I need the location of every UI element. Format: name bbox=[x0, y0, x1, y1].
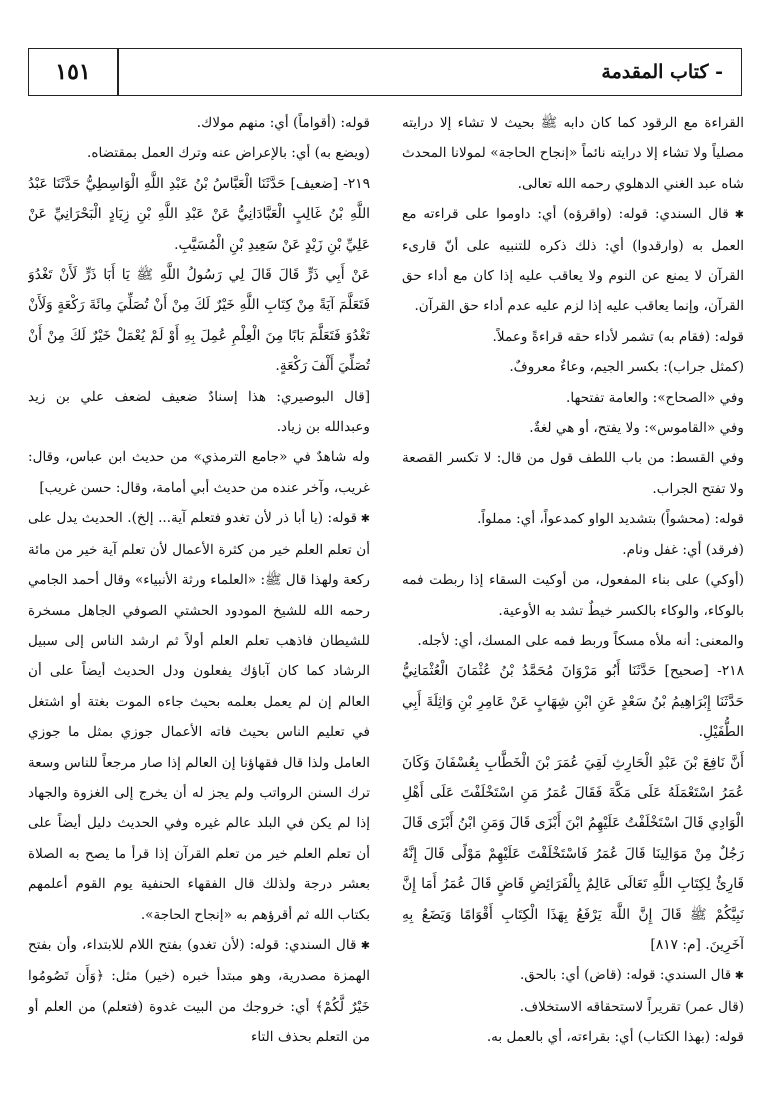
commentary-paragraph bbox=[402, 960, 744, 991]
paragraph: قوله: (أقواماً) أي: منهم مولاك. bbox=[196, 115, 370, 131]
hadith-text: عَنْ أَبِي ذَرٍّ قَالَ قَالَ لِي رَسُولُ اللَّهِ ﷺ يَا أَبَا ذَرٍّ لَأَنْ تَغْدُوَ فَتَعَلَّمَ آيَةً مِنْ كِتَابِ اللَّهِ خَيْرٌ لَكَ مِنْ أَنْ تُصَلِّيَ مِائَةَ رَكْعَةٍ وَلَأَنْ تَغْدُوَ فَتَعَلَّمَ بَابًا مِنَ الْعِلْمِ عُمِلَ بِهِ أَوْ لَمْ يُعْمَلْ خَيْرٌ لَكَ مِنْ أَنْ تُصَلِّيَ أَلْفَ رَكْعَةٍ. bbox=[28, 267, 370, 375]
paragraph: وفي «الصحاح»: والعامة تفتحها. bbox=[566, 389, 744, 406]
paragraph: وله شاهدٌ في «جامع الترمذي» من حديث ابن عباس، وقال: غريب، وآخر عنده من حديث أبي أمامة، وقال: حسن غريب] bbox=[28, 449, 370, 496]
bullet-marker: ✱ bbox=[731, 969, 744, 983]
header-divider bbox=[117, 49, 119, 95]
page-header bbox=[28, 48, 742, 96]
commentary-paragraph bbox=[28, 930, 370, 1053]
paragraph-text: قال السندي: قوله: (لأن تغدو) بفتح اللام للابتداء، وأن بفتح الهمزة مصدرية، وهو مبتدأ خبره (خير) مثل: ﴿وَأَن تَصُومُوا خَيْرٌ لَّكُمْ﴾ أي: خروجك من البيت غدوة (فتعلم) من العلم أو من التعلم بحذف التاء bbox=[28, 936, 370, 1046]
paragraph: (فرقد) أي: غفل ونام. bbox=[622, 541, 744, 558]
bullet-marker: ✱ bbox=[356, 938, 370, 952]
right-column bbox=[402, 108, 744, 1098]
bullet-marker: ✱ bbox=[728, 208, 744, 222]
hadith-chain: ٢١٩- [ضعيف] حَدَّثَنَا الْعَبَّاسُ بْنُ عَبْدِ اللَّهِ الْوَاسِطِيُّ حَدَّثَنَا عَبْدُ اللَّهِ بْنُ غَالِبٍ الْعَبَّادَانِيُّ عَنْ عَبْدِ اللَّهِ بْنِ زِيَادٍ الْبَحْرَانِيِّ عَنْ عَلِيِّ بْنِ زَيْدٍ عَنْ سَعِيدِ بْنِ الْمُسَيَّبِ. bbox=[28, 175, 370, 253]
book-title: - كتاب المقدمة bbox=[601, 61, 723, 83]
paragraph: القراءة مع الرقود كما كان دابه ﷺ بحيث لا تشاء إلا درايته مصلياً ولا تشاء إلا درايته نائماً «إنجاح الحاجة» لمولانا المحدث شاه عبد الغني الدهلوي رحمه الله تعالى. bbox=[402, 115, 744, 192]
paragraph: (كمثل جراب): بكسر الجيم، وعاءٌ معروفٌ. bbox=[509, 359, 744, 376]
hadith-text: أَنَّ نَافِعَ بْنَ عَبْدِ الْحَارِثِ لَقِيَ عُمَرَ بْنَ الْخَطَّابِ بِعُسْفَانَ وَكَانَ عُمَرُ اسْتَعْمَلَهُ عَلَى مَكَّةَ فَقَالَ عُمَرُ مَنِ اسْتَخْلَفْتَ عَلَى أَهْلِ الْوَادِي قَالَ اسْتَخْلَفْتُ عَلَيْهِمُ ابْنَ أَبْزَى قَالَ وَمَنِ ابْنُ أَبْزَى قَالَ رَجُلٌ مِنْ مَوَالِينَا قَالَ عُمَرُ فَاسْتَخْلَفْتَ عَلَيْهِمْ مَوْلًى قَالَ إِنَّهُ قَارِئٌ لِكِتَابِ اللَّهِ تَعَالَى عَالِمٌ بِالْفَرَائِضِ قَاضٍ قَالَ عُمَرُ أَمَا إِنَّ نَبِيَّكُمْ ﷺ قَالَ إِنَّ اللَّهَ يَرْفَعُ بِهَذَا الْكِتَابِ أَقْوَامًا وَيَضَعُ بِهِ آخَرِينَ. [م: ٨١٧] bbox=[402, 754, 744, 953]
hadith-chain: ٢١٨- [صحيح] حَدَّثَنَا أَبُو مَرْوَانَ مُحَمَّدُ بْنُ عُثْمَانَ الْعُثْمَانِيُّ حَدَّثَنَا إِبْرَاهِيمُ بْنُ سَعْدٍ عَنِ ابْنِ شِهَابٍ عَنْ عَامِرِ بْنِ وَاثِلَةَ أَبِي الطُّفَيْلِ. bbox=[402, 663, 744, 741]
paragraph: والمعنى: أنه ملأه مسكاً وربط فمه على المسك، أي: لأجله. bbox=[417, 632, 744, 649]
paragraph: (أوكي) على بناء المفعول، من أوكيت السقاء إذا ربطت فمه بالوكاء، والوكاء بالكسر خيطٌ تشد به الأوعية. bbox=[402, 572, 744, 619]
paragraph-text: قال السندي: قوله: (واقرؤه) أي: داوموا على قراءته مع العمل به (وارقدوا) أي: ذلك ذكره للتنبيه على أنّ قارىء القرآن لا يمنع عن النوم ولا يعاقب عليه إذا كان مع أداء حق القرآن، وإنما يعاقب عليه إذا لزم عليه عدم أداء حق القرآن. bbox=[402, 206, 744, 315]
paragraph: وفي «القاموس»: ولا يفتح، أو هي لغةٌ. bbox=[529, 420, 744, 437]
paragraph: (ويضع به) أي: بالإعراض عنه وترك العمل بمقتضاه. bbox=[87, 145, 370, 162]
commentary-paragraph bbox=[402, 199, 744, 322]
bullet-marker: ✱ bbox=[357, 512, 370, 526]
paragraph: قوله: (فقام به) تشمر لأداء حقه قراءةً وعملاً. bbox=[492, 328, 744, 345]
paragraph: (قال عمر) تقريراً لاستحقاقه الاستخلاف. bbox=[519, 998, 744, 1015]
page-number: ١٥١ bbox=[55, 59, 91, 85]
paragraph: قوله: (بهذا الكتاب) أي: بقراءته، أي بالعمل به. bbox=[486, 1029, 744, 1046]
paragraph: [قال البوصيري: هذا إسنادٌ ضعيف لضعف علي بن زيد وعبدالله بن زياد. bbox=[28, 388, 370, 436]
left-column bbox=[28, 108, 370, 1098]
paragraph: وفي القسط: من باب اللطف قول من قال: لا تكسر القصعة ولا تفتح الجراب. bbox=[402, 450, 744, 497]
commentary-paragraph bbox=[28, 503, 370, 930]
paragraph-text: قوله: (يا أبا ذر لأن تغدو فتعلم آية... إلخ). الحديث يدل على أن تعلم العلم خير من كثرة الأعمال لأن تعلم آية خير من مائة ركعة ولهذا قال ﷺ: «العلماء ورثة الأنبياء» وقال أحمد الجامي رحمه الله للشيخ المودود الحشتي الصوفي الجاهل مسخرة للشيطان فاذهب تعلم العلم أولاً ثم ارشد الناس إلى سبيل الرشاد كما كان آباؤك يفعلون ودل الحديث أيضاً على أن العالم إن لم يعمل بعلمه بحيث جاءه الموت بغتة أو اشتغل في تعليم الناس بحيث فاته الأعمال جوزي بمثل ما جوزي العامل ولذا قال فقهاؤنا إن العالم إذا صار مرجعاً للناس وسعة ترك السنن الرواتب ولم يجز له أن يخرج إلى الغزوة والجهاد إذا لم يكن في البلد عالم غيره وفي الحديث دليل أيضاً على أن تعلم العلم خير من تعلم القرآن إذا قرأ ما يصح به الصلاة بعشر درجة ولذلك قال الفقهاء الحنفية يوم القوم أعلمهم بكتاب الله ثم أقرؤهم به «إنجاح الحاجة». bbox=[28, 510, 370, 923]
paragraph-text: قال السندي: قوله: (قاض) أي: بالحق. bbox=[519, 967, 732, 984]
paragraph: قوله: (محشواً) بتشديد الواو كمدعواً، أي: مملواً. bbox=[477, 511, 744, 528]
